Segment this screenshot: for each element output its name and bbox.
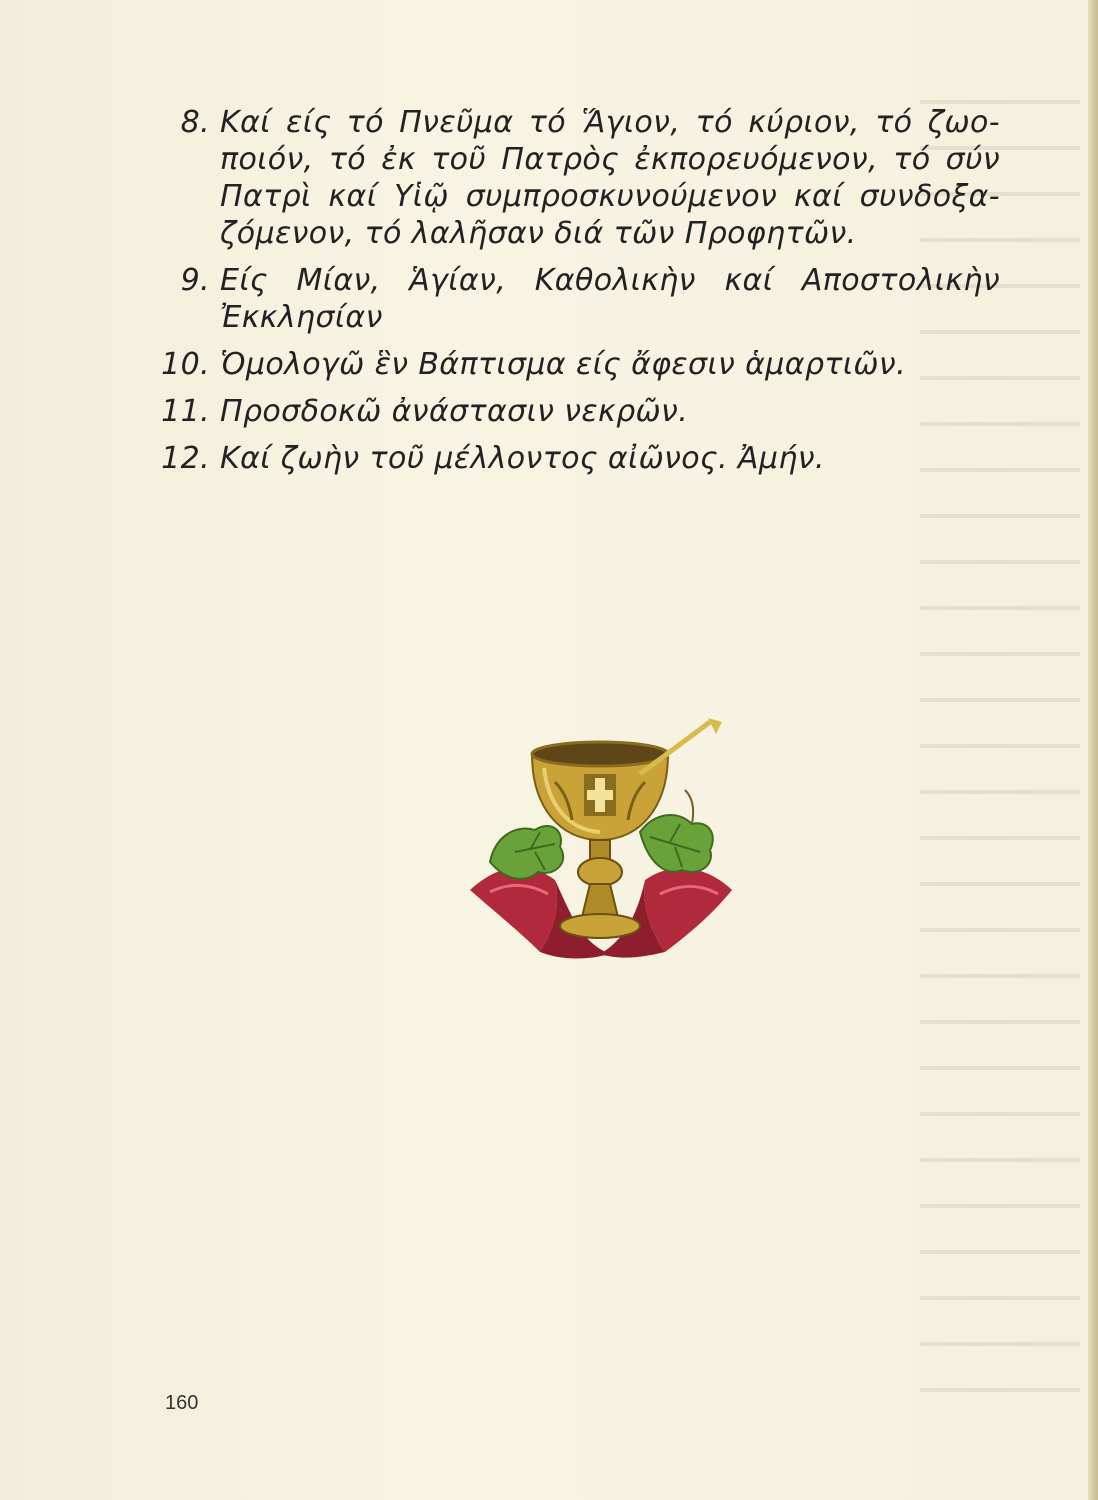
article-line: Προσδοκῶ ἀνάστασιν νεκρῶν. — [220, 394, 689, 429]
chalice-icon — [460, 712, 740, 972]
article-line: Ἐκκλησίαν — [220, 300, 383, 335]
article-line: ζόμενον, τό λαλῆσαν διά τῶν Προφητῶν. — [220, 216, 857, 251]
article-number: 8. — [180, 105, 210, 140]
article-number: 11. — [161, 394, 210, 429]
article-line: Πατρὶ καί Υἱῷ συμπροσκυνούμενον καί συνδοξα- — [220, 179, 1000, 214]
article-number: 10. — [161, 347, 210, 382]
article-line: Ὁμολογῶ ἓν Βάπτισμα είς ἄφεσιν ἁμαρτιῶν. — [220, 347, 907, 382]
page-edge — [1088, 0, 1098, 1500]
page-number: 160 — [165, 1392, 199, 1414]
creed-article-9 — [150, 262, 1000, 336]
creed-article-8 — [150, 104, 1000, 252]
creed-article-12 — [150, 440, 1000, 477]
article-line: Καί ζωὴν τοῦ μέλλοντος αἰῶνος. Ἀμήν. — [220, 441, 825, 476]
article-line: ποιόν, τό ἐκ τοῦ Πατρὸς ἐκπορευόμενον, τό σύν — [220, 142, 1000, 177]
article-line: Καί είς τό Πνεῦμα τό Ἅγιον, τό κύριον, τό ζωο- — [220, 105, 1000, 140]
creed-text — [150, 104, 1000, 487]
article-number: 12. — [161, 441, 210, 476]
creed-article-10 — [150, 346, 1000, 383]
article-number: 9. — [180, 263, 210, 298]
article-line: Είς Μίαν, Ἁγίαν, Καθολικὴν καί Αποστολικὴν — [220, 263, 1000, 298]
creed-article-11 — [150, 393, 1000, 430]
